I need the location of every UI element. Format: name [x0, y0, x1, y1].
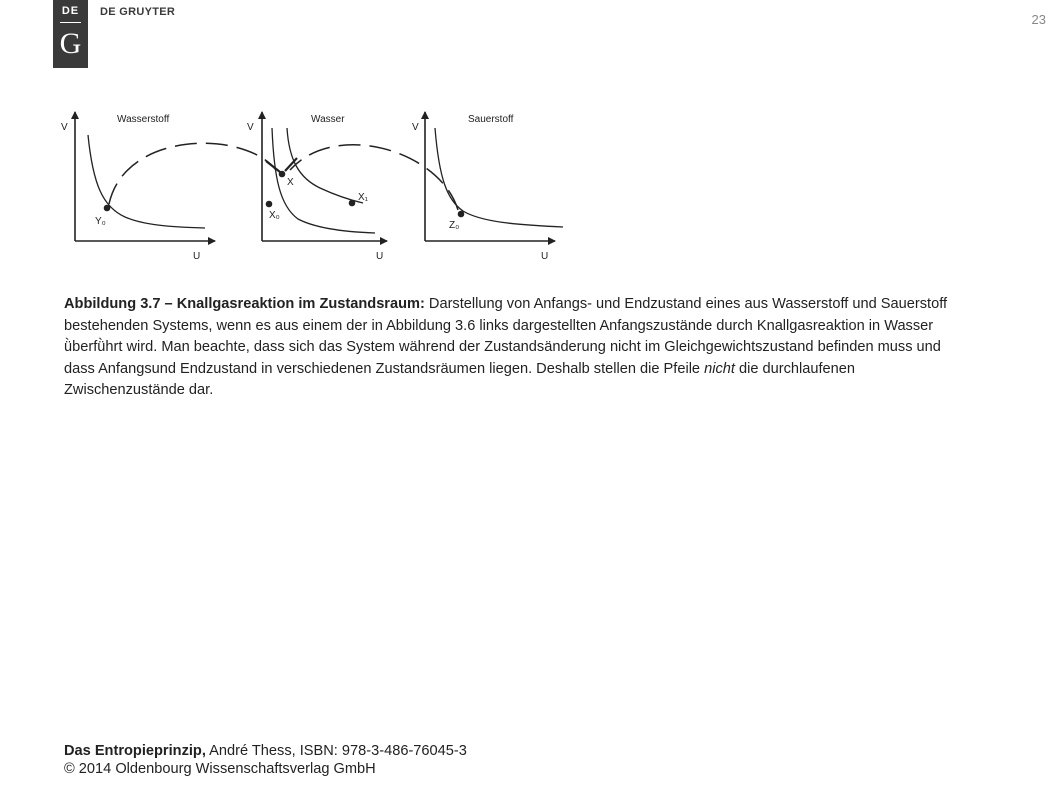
logo-divider	[60, 22, 81, 23]
panel1-title: Wasserstoff	[117, 114, 170, 125]
label-z0: Z₀	[449, 220, 460, 231]
panel2-v-label: V	[247, 122, 254, 133]
panel3-u-label: U	[541, 251, 549, 262]
panel-wasserstoff	[61, 112, 215, 262]
panel2-title: Wasser	[311, 114, 345, 125]
caption-text-2: die durchlaufenen Zwischenzustände dar.	[64, 360, 856, 398]
publisher-name: DE GRUYTER	[100, 6, 176, 18]
point-x0	[266, 201, 273, 208]
footer-book-title: Das Entropieprinzip,	[64, 743, 206, 759]
caption-emphasis: nicht	[704, 360, 735, 377]
panel1-isotherm	[88, 135, 205, 228]
panel3-isotherm	[435, 128, 563, 227]
panel2-u-label: U	[376, 251, 384, 262]
publisher-logo	[53, 0, 88, 68]
page-number: 23	[1031, 12, 1046, 27]
logo-g: G	[59, 27, 82, 60]
figure-caption	[64, 294, 964, 402]
page-footer	[64, 742, 467, 778]
panel2-isotherm-upper	[287, 128, 363, 203]
footer-line-1	[64, 742, 467, 760]
panel1-v-label: V	[61, 122, 68, 133]
footer-book-info: André Thess, ISBN: 978-3-486-76045-3	[205, 743, 467, 759]
logo-de: DE	[61, 5, 80, 17]
point-x1	[349, 200, 356, 207]
label-x: X	[287, 177, 294, 188]
panel3-title: Sauerstoff	[468, 114, 514, 125]
label-x1: X₁	[358, 192, 369, 203]
arrow-z0-to-x	[290, 145, 458, 210]
panel1-u-label: U	[193, 251, 201, 262]
footer-copyright: © 2014 Oldenbourg Wissenschaftsverlag GmbH	[64, 761, 376, 777]
arrowhead-left	[266, 161, 280, 172]
panel-wasser	[247, 112, 387, 262]
caption-text-1: Darstellung von Anfangs- und Endzustand eines aus Wasserstoff und Sauerstoff bestehenden Systems, wenn es aus einem der in Abbildung 3.6 links dargestellten Anfangszustände durch Knallgasreaktion in Wasser ǜberfǜhrt wird. Man beachte, dass sich das System während der Zustandsänderung nicht im Gleichgewichtszustand befinden muss und dass Anfangsund Endzustand in verschiedenen Zustandsräumen liegen. Deshalb stellen die Pfeile	[64, 296, 948, 377]
arrow-y0-to-x	[109, 143, 276, 204]
point-y0	[104, 205, 111, 212]
label-x0: X₀	[269, 210, 280, 221]
panel-sauerstoff	[412, 112, 563, 262]
figure-3-7	[55, 100, 585, 270]
point-z0	[458, 211, 465, 218]
label-y0: Y₀	[95, 216, 106, 227]
panel3-v-label: V	[412, 122, 419, 133]
caption-label: Abbildung 3.7 – Knallgasreaktion im Zustandsraum:	[64, 296, 425, 312]
